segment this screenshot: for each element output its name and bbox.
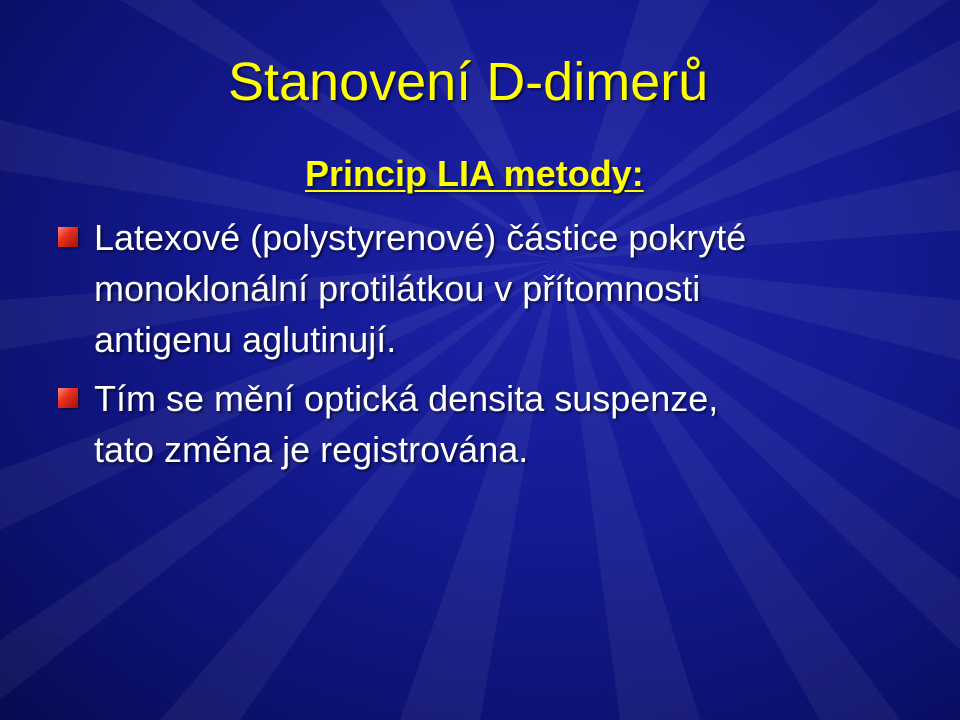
bullet-line: Latexové (polystyrenové) částice pokryté [94,217,747,258]
square-bullet-icon [58,388,78,408]
bullet-line: antigenu aglutinují. [94,319,397,360]
bullet-line: monoklonální protilátkou v přítomnosti [94,268,701,309]
bullet-item [58,212,938,365]
bullet-item [58,373,938,475]
square-bullet-icon [58,227,78,247]
slide-subtitle: Princip LIA metody: [305,153,644,194]
bullet-line: Tím se mění optická densita suspenze, [94,378,719,419]
slide-title: Stanovení D-dimerů [228,52,709,112]
bullet-line: tato změna je registrována. [94,429,529,470]
bullet-list [58,212,938,483]
